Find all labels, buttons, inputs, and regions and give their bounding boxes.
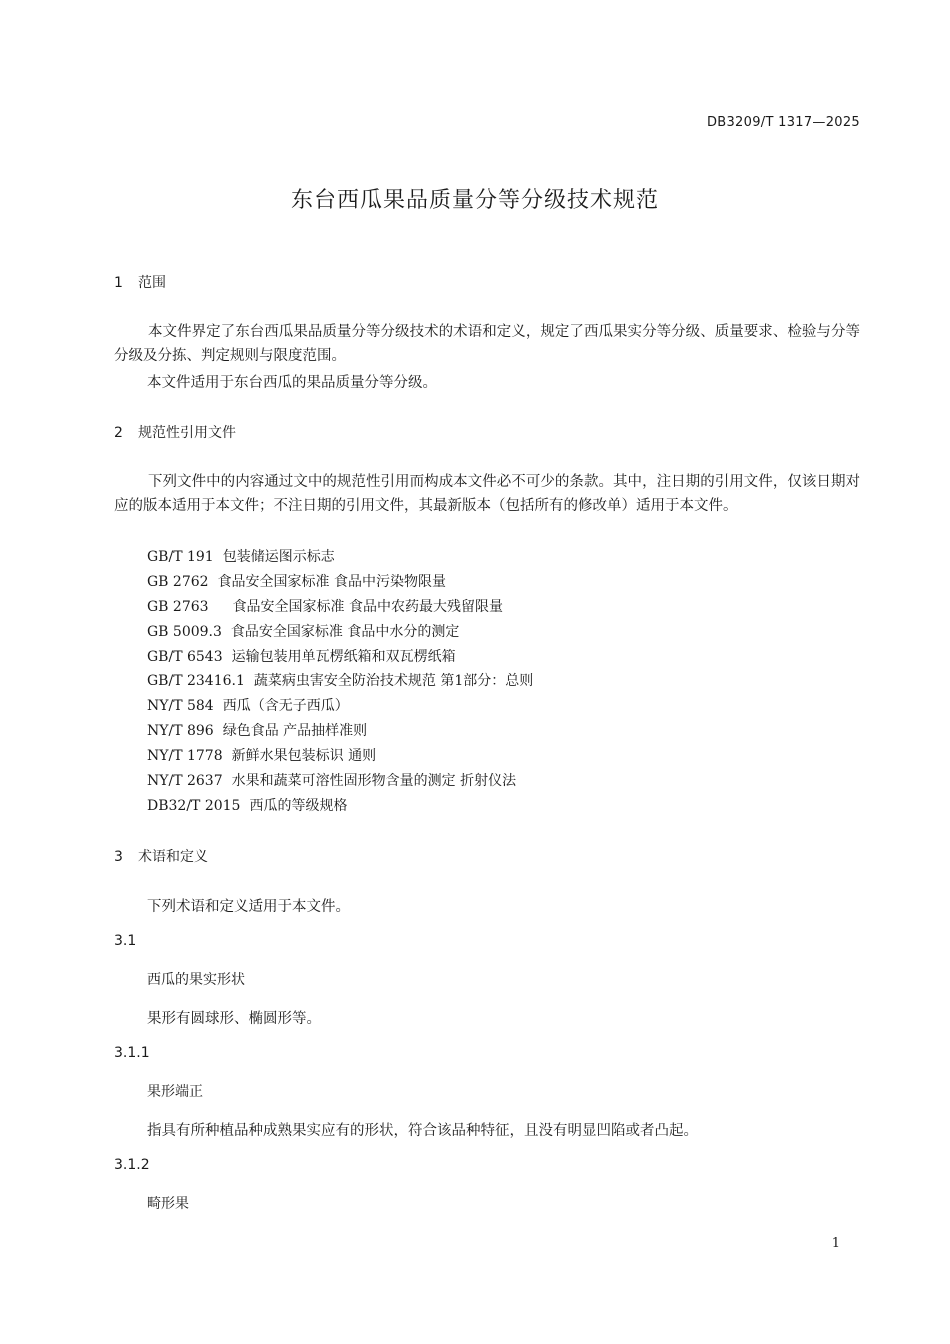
section-title: 规范性引用文件 <box>138 425 236 441</box>
section-number: 1 <box>114 275 123 291</box>
reference-item: GB 2762 食品安全国家标准 食品中污染物限量 <box>147 574 447 590</box>
term-heading: 西瓜的果实形状 <box>147 972 245 988</box>
scope-paragraph: 本文件界定了东台西瓜果品质量分等分级技术的术语和定义，规定了西瓜果实分等分级、质量要求、检验与分等分级及分拣、判定规则与限度范围。 <box>114 324 860 364</box>
section-title: 范围 <box>138 275 166 291</box>
term-definition: 指具有所种植品种成熟果实应有的形状，符合该品种特征，且没有明显凹陷或者凸起。 <box>147 1123 698 1139</box>
section-3-heading <box>114 846 208 866</box>
reference-item: NY/T 584 西瓜（含无子西瓜） <box>147 698 349 714</box>
section-number: 2 <box>114 425 123 441</box>
term-definition: 果形有圆球形、椭圆形等。 <box>147 1011 321 1027</box>
reference-item: GB/T 23416.1 蔬菜病虫害安全防治技术规范 第1部分：总则 <box>147 673 534 689</box>
clause-number: 3.1 <box>114 933 137 949</box>
section-1-heading <box>114 272 166 292</box>
document-title: 东台西瓜果品质量分等分级技术规范 <box>290 188 659 213</box>
reference-item: DB32/T 2015 西瓜的等级规格 <box>147 798 348 814</box>
reference-item: GB 2763 食品安全国家标准 食品中农药最大残留限量 <box>147 599 504 615</box>
reference-item: GB/T 6543 运输包装用单瓦楞纸箱和双瓦楞纸箱 <box>147 649 456 665</box>
reference-item: NY/T 896 绿色食品 产品抽样准则 <box>147 723 368 739</box>
section-number: 3 <box>114 849 123 865</box>
reference-item: NY/T 2637 水果和蔬菜可溶性固形物含量的测定 折射仪法 <box>147 773 517 789</box>
terms-intro: 下列术语和定义适用于本文件。 <box>147 899 350 915</box>
scope-applicability: 本文件适用于东台西瓜的果品质量分等分级。 <box>147 375 437 391</box>
page-number: 1 <box>831 1236 840 1251</box>
term-heading: 果形端正 <box>147 1084 203 1100</box>
clause-number: 3.1.1 <box>114 1045 150 1061</box>
clause-number: 3.1.2 <box>114 1157 150 1173</box>
term-heading: 畸形果 <box>147 1196 189 1212</box>
document-number: DB3209/T 1317—2025 <box>706 115 860 130</box>
section-title: 术语和定义 <box>138 849 208 865</box>
reference-item: GB/T 191 包装储运图示标志 <box>147 549 335 565</box>
references-intro: 下列文件中的内容通过文中的规范性引用而构成本文件必不可少的条款。其中，注日期的引用文件，仅该日期对应的版本适用于本文件；不注日期的引用文件，其最新版本（包括所有的修改单）适用于本文件。 <box>114 474 860 514</box>
reference-item: NY/T 1778 新鲜水果包装标识 通则 <box>147 748 377 764</box>
section-2-heading <box>114 422 236 442</box>
reference-item: GB 5009.3 食品安全国家标准 食品中水分的测定 <box>147 624 460 640</box>
